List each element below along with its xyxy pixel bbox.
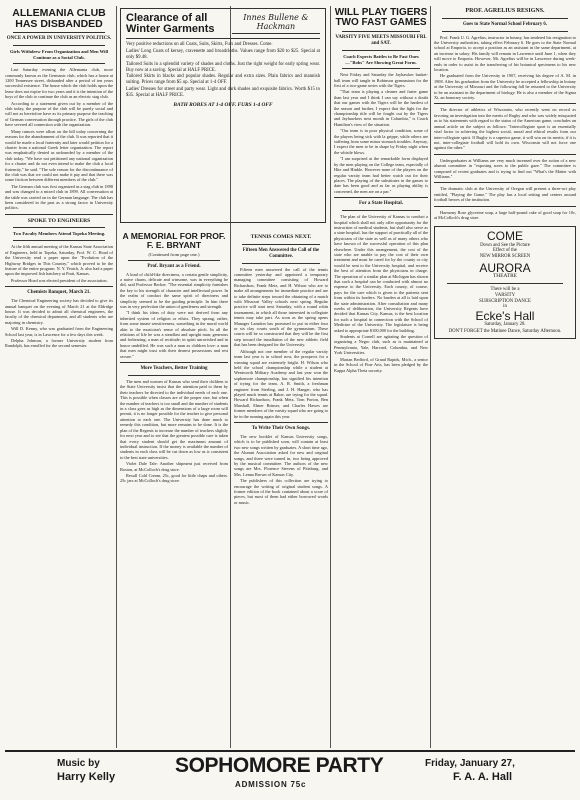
article-paragraph: The men and women of Kansas who send their children to the State University insist that the attention paid to them by their teachers be directed to the individual needs of each one. This is possible when classes are of the proper size, but when the number of teachers is too small and the number of students in a class goes as high as the dimensions of a large room will permit, it is no longer possible for the teacher to give personal attention to each one. The University has done much to remedy this condition, but more remains to be done. It is the plan of the Regents to increase the number of teachers slightly for next year and to see that the greatest possible care is taken that every student should get the maximum amount of individual instruction. If the money is available the number of students in each class will be cut down as low as is consistent to the best state universities.	[120, 379, 228, 460]
ad-line: Effect of the	[493, 248, 517, 254]
subhead: Fifteen Men Answered the Call of the Committee.	[242, 247, 320, 259]
article-paragraph: "I am surprised at the remarkable form displayed by the men playing on the College team, especially of Hite and Hinkle. However none of the players on the regular varsity team had better watch out for their places. The playing of the substitutes in the games to date has been good and as far as playing ability is concerned, the men are on a par."	[334, 156, 428, 194]
divider	[242, 244, 320, 245]
footer-banner	[5, 750, 575, 794]
ad-line: Down and See the Picture	[480, 242, 530, 248]
headline-tigers: WILL PLAY TIGERS TWO FAST GAMES	[334, 7, 428, 29]
divider	[434, 103, 576, 104]
divider	[234, 422, 328, 423]
column-2	[120, 232, 228, 748]
article-paragraph: The new booklet of Kansas University songs, which is to be published soon, will contain at least two new songs written by graduates. A short time ago, the Alumni Association asked for new and original songs, and three were turned in, two being approved by the musical committee. The authors of the new songs are Mrs. Florence Stevens of Pittsburg, and Mrs. Lenna Brown of Kansas City.	[234, 433, 328, 477]
divider	[13, 32, 105, 33]
ad-header	[126, 13, 320, 35]
article-paragraph: The plan of the University of Kansas to conduct a hospital which shall not only offer opportunity for the instruction of medical students, but shall also serve as a state hospital, has the support of practically all of the physicians of the state as well as of many others who have known of the successful operation of this plan elsewhere. Under this arrangement, the cost of the state who are unable to pay the cost of their own treatment and must be cared for by the county or city would be sent to the University hospital, and receive the best of attention from the physicians in charge. The operation of a similar plan at Michigan has shown that such a hospital can be conducted with almost no expense to the University. Each county, of course, pays for the care which is given to the patients sent from within its borders. No burden at all is laid upon the state administration. After consultation and many weeks of deliberation, the University Regents have decided that Kansas City, Kansas, is the best location for such a hospital in connection with the School of Medicine of the University. The legislature is being asked to appropriate $100,000 for the building.	[334, 214, 428, 333]
store-logo: Innes Bullene & Hackman	[232, 13, 320, 34]
ad-line: SUBSCRIPTION DANCE	[479, 298, 531, 304]
ad-aurora: AURORA	[479, 261, 531, 275]
ad-come: COME	[487, 229, 523, 244]
article-paragraph: The publishers of this collection are trying to encourage the writing of original student songs. A former edition of the book contained about a score of pieces, but most of them had either borrowed words or music.	[234, 478, 328, 505]
article-paragraph: "That team is playing a cleaner and faster game than last year and I think I can say without a doubt that our games with the Tigers will be the hardest of the season and further, I expect that the fight for the championship title will be fought out by the Tigers and Jayhawkers next month in Columbia," is Coach Hamilton's view of the situation.	[334, 89, 428, 127]
article-paragraph: The German club was first organized as a stag club in 1898 and was changed to a mixed club in 1899. All conversation at the table was carried on in the German language. The club has been considered in the past as a strong factor in University politics.	[5, 183, 113, 211]
subhead-2: Girls Withdrew From Organization and Men Will Continue as a Social Club.	[9, 49, 108, 60]
article-paragraph: According to a statement given out by a member of the club today, the purpose of the club will be purely social and will not as heretofore have as its primary purpose the teaching of German conversation through practice. The girls of the club have severed all connection with the organization.	[5, 100, 113, 128]
article-paragraph: Will D. Kenny, who was graduated from the Engineering School last year, is in Lawrence for a few days this week.	[5, 326, 113, 337]
divider	[342, 68, 420, 69]
divider	[434, 154, 576, 155]
subhead-2: Coach Expects Battles to Be Fast Ones—"Bobs" Are Showing Great Form.	[343, 54, 419, 65]
clearance-advertisement	[120, 8, 326, 223]
divider	[128, 375, 220, 376]
article-paragraph: Undergraduates at Williams are very much incensed over the action of a new alumni committee in "exposing sores to the public gaze." The committee is composed of recent graduates and is trying to find out "What's the Matter with Williams."	[434, 157, 576, 179]
footer-party-title: SOPHOMORE PARTY	[175, 754, 384, 777]
footer-band: Harry Kelly	[57, 771, 116, 783]
divider	[434, 206, 576, 207]
article-paragraph: Violet Dale Tale: Another shipment just received from Boston, at McColloch's drug store.	[120, 461, 228, 472]
article-paragraph: Students at Cornell are agitating the question of organizing a Negro club, such as is maintained at Pennsylvania, Yale, Harvard, Columbia, and New York Universities.	[334, 334, 428, 356]
ad-line: DON'T FORGET the Matinee Dance, Saturday Afternoon.	[448, 329, 562, 335]
column-1	[5, 6, 113, 748]
divider	[334, 197, 428, 198]
headline-tennis: TENNIS COMES NEXT.	[250, 234, 312, 240]
column-rule	[430, 6, 431, 748]
subhead: Two Faculty Members Attend Topeka Meeting.	[12, 231, 106, 237]
divider	[434, 182, 576, 183]
divider	[5, 214, 113, 215]
article-paragraph: A kind of child-like directness, a certain gentle simplicity, a naive charm, delicate and winsome, was in everything he did, said Professor Becker. "The essential simplicity furnishes the key to his strength of character and intellectual power. In the realm of conduct the same spirit of directness and simplicity seemed to be the guiding principle. In him there was in very perfection the union of gentleness and strength.	[120, 271, 228, 309]
divider	[128, 260, 220, 261]
ad-line: Very positive reductions on all Coats, Suits, Skirts, Furs and Dresses. Come.	[126, 42, 273, 48]
column-rule	[330, 6, 331, 748]
theatre-advertisement	[434, 226, 576, 339]
column-5	[434, 6, 576, 748]
article-paragraph: Although not one member of the regular varsity team last year is in school now, the prospects for a winning squad are extremely bright. H. Wilson who held the school championship while a student at Wentworth Military Academy and last year won the sophomore championship, has signified his intention of trying for the team. A. R. Smith, a freshman engineer from Sterling, and J. H. Hanger, who has played much tennis at Baker, are trying for the squad. Howard Richardson, Frank Metz, Tom Porton, Ben Marshall, Elmer Brinser, and Charles Hawes are former members of the varsity squad who are going to be in the running again this year.	[234, 348, 328, 419]
headline-teachers: More Teachers, Better Training	[140, 366, 208, 372]
article-paragraph: Next Friday and Saturday the Jayhawker basket-ball team will tangle in Robinson gymnasium for the first of a two-game series with the Tigers.	[334, 72, 428, 88]
divider	[13, 240, 105, 241]
ad-date: Saturday, January 28.	[484, 322, 526, 328]
article-paragraph: Prof. Frank U. G. Agrelius, instructor in botany, has tendered his resignation to the University authorities, taking effect February 6. He goes to the State Normal school at Emporia, to accept a position as an assistant in the same department, at an increase in salary. His family will remain in Lawrence until June 1, when they will move to Emporia. However, Mr. Agrelius will be in Lawrence during week-ends in order to assist in the transferring of his botanical specimens to his new location.	[434, 34, 576, 73]
ad-line: Ladies' Dresses for street and party wear. Light and dark shades and exquisite fabrics. Worth $15 to $35. Special at HALF PRICE.	[126, 87, 320, 98]
headline-allemania: ALLEMANIA CLUB HAS DISBANDED	[12, 7, 106, 30]
article-paragraph: Harmony Rose glycerine soap, a large half-pound cake of good soap for 10c, at McColloch's drug store.	[434, 209, 576, 220]
article-paragraph: Professor Hoad was elected president of the association.	[11, 277, 108, 283]
ad-line: Tailored Suits in a splendid variety of shades and cloths. Just the right weight for early spring wear. Buy now at a saving. Special at HALF PRICE.	[126, 61, 320, 73]
subhead: VARSITY FIVE MEETS MISSOURI FRI. and SAT.	[335, 35, 427, 47]
divider	[120, 362, 228, 363]
headline-hospital: For a State Hospital.	[358, 201, 404, 207]
headline-engineers: SPOKE TO ENGINEERS	[27, 217, 91, 224]
column-3	[234, 232, 328, 748]
ad-line: NEW MIRROR SCREEN	[479, 254, 531, 260]
article-paragraph: The dramatic club at the University of Oregon will present a three-act play entitled, "Playing the Game." The play has a local setting and centers around football heroes of the institution.	[434, 186, 576, 203]
article-paragraph: "Our team is in poor physical condition, some of the players being sick with la grippe, while others are suffering from some minor stomach troubles. Anyway, I expect the men to be in shape by Friday night when the whistle blows.	[334, 128, 428, 155]
subhead: Goes to State Normal School February 6.	[462, 21, 548, 27]
ad-line: Tailored Skirts in blacks and popular shades. Regular and extra sizes. Plain fabrics and mannish suiting. Prices range from $5 up. Special at 1-4 OFF.	[126, 74, 320, 86]
subhead: ONCE A POWER IN UNIVERSITY POLITICS.	[6, 36, 112, 42]
divider	[442, 18, 568, 19]
article-paragraph: The director of athletics of Wisconsin, who recently went on record as favoring an investigation into the merits of Rugby and who was widely misquoted as to his statements with regard to the status of the American game, concludes an annual article on the subject as follows: "Intercollegiate sport is an essentially vital factor in achieving the highest social, moral and ethical results from our inter-collegiate spirit. If Rugby is a superior game, it will win on its merits; if it is not, inter-collegiate football will hold its own. Wisconsin will not force one against the other."	[434, 107, 576, 151]
subhead: Prof. Bryant as a Friend.	[147, 263, 201, 269]
article-paragraph: The Chemical Engineering society has decided to give its annual banquet on the evening of March 21 at the Eldridge house. It was decided to admit all chemical engineers, the faculty of the chemical department, and all students who are majoring in chemistry.	[5, 298, 113, 325]
headline-agrelius: PROF. AGRELIUS RESIGNS.	[465, 8, 545, 14]
article-paragraph: He graduated from the University in 1907, receiving his degree of A. M. in 1908. After his graduation from the University he accepted a fellowship in botany at the University of Missouri and the following fall he returned to the University to be an assistant in the department of biology. He is also a member of the Sigma Xi, an honorary society.	[434, 73, 576, 101]
divider	[13, 63, 105, 64]
ad-footer: BATH ROBES AT 1-4 OFF. FURS 1-4 OFF	[173, 101, 273, 108]
column-rule	[116, 6, 117, 748]
ad-line: VARSITY	[494, 292, 516, 298]
article-paragraph: Delpha Johnson, a former University student from Randolph, has enrolled for the second semester.	[5, 338, 113, 349]
article-paragraph: Marian Bedford, of Grand Rapids, Mich., a senior in the School of Fine Arts, has been pledged by the Kappa Alpha Theta sorority.	[334, 356, 428, 373]
divider	[126, 38, 320, 39]
divider	[342, 210, 420, 211]
headline-songs: To Write Their Own Songs.	[251, 425, 311, 431]
article-paragraph: Last Saturday evening the Allemania club, more commonly known as the Germanic club, which has a house at 1200 Tennessee street, disbanded after a period of ten years successful existence. The house which the club holds upon the lease does not expire for two years and it is the intention of the boys of the club to continue the club as an electric stag club.	[5, 67, 113, 100]
divider	[342, 31, 420, 32]
ad-theatre: THEATRE	[493, 273, 517, 280]
article-paragraph: At the fifth annual meeting of the Kansas State Association of Engineers, held in Topeka, Saturday, Prof. W. C. Hoad of the University read a paper upon the "Evolution of the Highway Bridges in This Country," which proved to be the feature of the entire program. N. Y. Yeatch, Jr. also had a paper upon the improved fish hatchery at Pratt, Kansas.	[5, 244, 113, 277]
headline-chemists: Chemists Banquet, March 21.	[27, 290, 91, 296]
divider	[13, 45, 105, 46]
ad-line: There will be a	[490, 287, 520, 293]
ad-line: Ladies' Long Coats of kersey, cravenette and broadcloths. Values range from $20 to $25. Special at only $9.48.	[126, 49, 320, 61]
divider	[242, 263, 320, 264]
divider	[442, 31, 568, 32]
ad-hall: Ecke's Hall	[475, 309, 535, 324]
divider	[342, 50, 420, 51]
divider	[447, 283, 563, 284]
footer-admission: ADMISSION 75c	[235, 780, 307, 789]
divider	[5, 286, 113, 287]
headline-memorial: A MEMORIAL FOR PROF. F. E. BRYANT	[122, 232, 226, 250]
article-paragraph: Many rumors were afloat on the hill today concerning the reasons for the abandonment of the club. It was reported that it would be made a local fraternity and later would petition for a charter from a national Greek letter organization. The report was emphatically denied as unfounded by a member of the club today. "We have not petitioned any national organization for a charter and do not even intend to make the club a local fraternity," he said. "The sole reason for the discontinuance of the club was that we could not make it pay and that there was some friction between different members of the club."	[5, 128, 113, 183]
column-4	[334, 6, 428, 748]
continued-note: (Continued from page one.)	[148, 251, 200, 257]
footer-date: Friday, January 27,	[425, 758, 515, 769]
footer-hall: F. A. A. Hall	[453, 771, 513, 783]
footer-music-by: Music by	[57, 758, 100, 769]
ad-title: Clearance of all Winter Garments	[126, 12, 215, 36]
article-paragraph: Rexall Cold Cream, 25c, good for little chaps and others. 25c jars at McColloch's drug store.	[120, 472, 228, 484]
ad-line: in	[503, 304, 507, 310]
article-paragraph: "I think his ideas of duty were not derived from any inherited system of religion or ethics. They sprang, rather, from some innate sensitiveness, something in the moral world akin to the musician's sense of absolute pitch. In all the relations of life he was a steadfast and upright man; generous and forbearing; a man of rectitude; in spirit unravished and in honor undefiled. He was such a man as children love: a man that men might trust with their dearest possessions and rest secure."	[120, 310, 228, 359]
article-paragraph: Fifteen men answered the call of the tennis committee yesterday and appointed a temporary managing committee consisting of Howard Richardson, Frank Metz, and H. Wilson who are to make all arrangements for immediate practice and are to take definite steps toward the obtaining of a match with Missouri Valley schools next spring. Regular practice will start next Saturday, with a round robin tournament, in which all those interested in collegiate tennis may take part. As soon as the spring opens Manager Lansdon has promised to put in either four or six clay courts south of the gymnasium. These courts will be so constructed that they will be the first step toward the installation of the new athletic field that has been designed for the University.	[234, 266, 328, 348]
divider	[13, 227, 105, 228]
